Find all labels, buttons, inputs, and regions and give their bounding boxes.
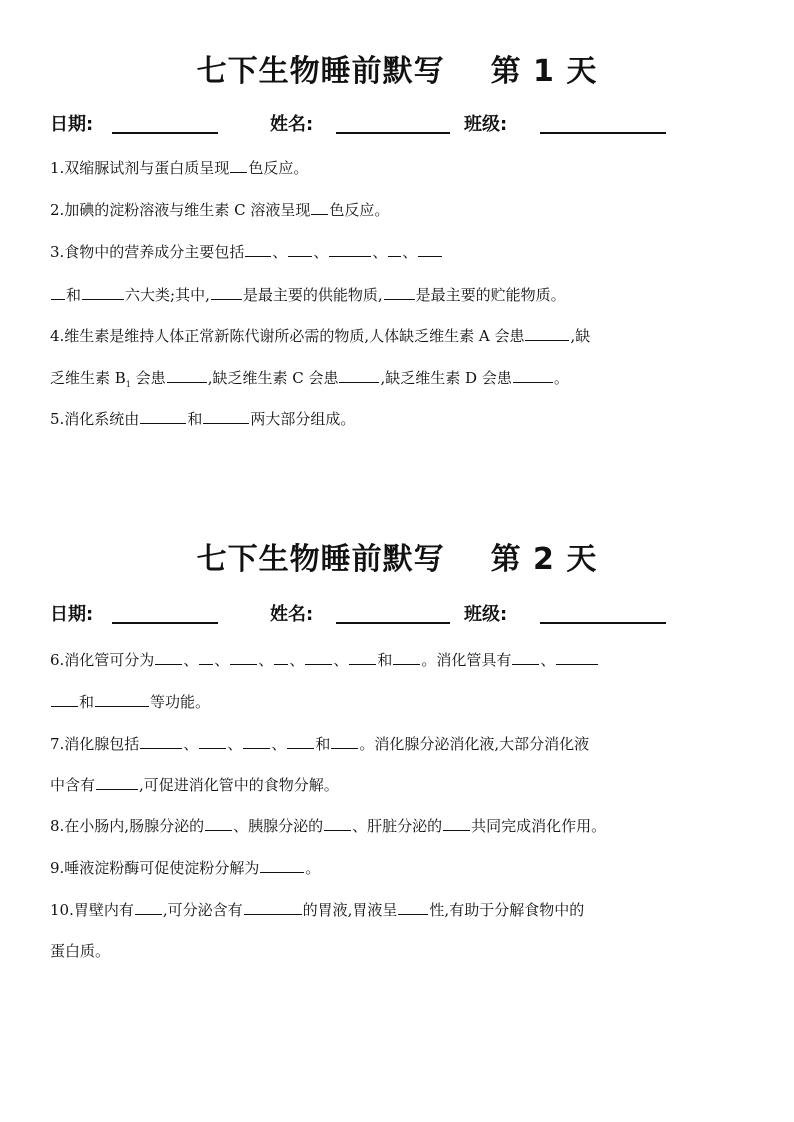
answer-blank[interactable]: [244, 900, 302, 915]
day1-name-field[interactable]: [336, 132, 450, 134]
day2-class-field[interactable]: [540, 622, 666, 624]
day2-question-6: 6.消化管可分为 、 、 、 、 、 和 。消化管具有 、: [50, 650, 599, 670]
day2-question-10: 10.胃壁内有 ,可分泌含有 的胃液,胃液呈 性,有助于分解食物中的: [50, 901, 585, 919]
day2-question-6-cont: 和 等功能。: [50, 692, 210, 712]
answer-blank[interactable]: [393, 650, 420, 665]
day2-class-label: 班级:: [464, 604, 508, 625]
day2-day-number: 第 2 天: [490, 542, 598, 577]
answer-blank[interactable]: [167, 368, 207, 383]
answer-blank[interactable]: [311, 200, 328, 215]
answer-blank[interactable]: [95, 692, 149, 707]
day1-question-4-cont: 乏维生素 $B_1$ 会患 ,缺乏维生素 C 会患 ,缺乏维生素 D 会患 。: [50, 369, 569, 389]
day1-question-3-cont: 和 六大类;其中, 是最主要的供能物质, 是最主要的贮能物质。: [50, 285, 566, 305]
day2-question-9: 9.唾液淀粉酶可促使淀粉分解为 。: [50, 859, 321, 877]
day1-title: 七下生物睡前默写 第 1 天: [196, 54, 598, 89]
answer-blank[interactable]: [556, 650, 598, 665]
day1-question-1: 1.双缩脲试剂与蛋白质呈现 色反应。: [50, 159, 309, 177]
answer-blank[interactable]: [443, 816, 470, 831]
answer-blank[interactable]: [331, 734, 358, 749]
day1-date-field[interactable]: [112, 132, 218, 134]
day2-question-7-cont: 中含有 ,可促进消化管中的食物分解。: [50, 776, 339, 794]
answer-blank[interactable]: [388, 242, 401, 257]
answer-blank[interactable]: [513, 368, 553, 383]
day1-question-4: 4.维生素是维持人体正常新陈代谢所必需的物质,人体缺乏维生素 A 会患 ,缺: [50, 327, 591, 345]
answer-blank[interactable]: [230, 158, 247, 173]
answer-blank[interactable]: [155, 650, 182, 665]
answer-blank[interactable]: [243, 734, 270, 749]
day1-class-field[interactable]: [540, 132, 666, 134]
answer-blank[interactable]: [339, 368, 379, 383]
day2-question-8: 8.在小肠内,肠腺分泌的 、胰腺分泌的 、肝脏分泌的 共同完成消化作用。: [50, 817, 607, 835]
answer-blank[interactable]: [305, 650, 332, 665]
day1-day-number: 第 1 天: [490, 54, 598, 89]
subscript: 1: [125, 380, 131, 389]
day1-date-label: 日期:: [50, 114, 94, 135]
answer-blank[interactable]: [260, 858, 304, 873]
answer-blank[interactable]: [512, 650, 539, 665]
day2-name-label: 姓名:: [270, 604, 314, 625]
day1-name-label: 姓名:: [270, 114, 314, 135]
answer-blank[interactable]: [135, 900, 162, 915]
day2-question-7: 7.消化腺包括 、 、 、 和 。消化腺分泌消化液,大部分消化液: [50, 735, 590, 753]
answer-blank[interactable]: [203, 409, 249, 424]
answer-blank[interactable]: [384, 285, 415, 300]
answer-blank[interactable]: [140, 409, 186, 424]
answer-blank[interactable]: [245, 242, 271, 257]
answer-blank[interactable]: [274, 650, 288, 665]
answer-blank[interactable]: [140, 734, 182, 749]
day1-question-2: 2.加碘的淀粉溶液与维生素 C 溶液呈现 色反应。: [50, 201, 390, 219]
answer-blank[interactable]: [287, 734, 314, 749]
answer-blank[interactable]: [82, 285, 124, 300]
day1-question-3: 3.食物中的营养成分主要包括 、 、 、 、: [50, 242, 443, 262]
day1-class-label: 班级:: [464, 114, 508, 135]
day1-question-5: 5.消化系统由 和 两大部分组成。: [50, 410, 356, 428]
day2-date-label: 日期:: [50, 604, 94, 625]
answer-blank[interactable]: [230, 650, 257, 665]
answer-blank[interactable]: [525, 326, 569, 341]
answer-blank[interactable]: [329, 242, 371, 257]
answer-blank[interactable]: [349, 650, 376, 665]
day2-date-field[interactable]: [112, 622, 218, 624]
day2-title: 七下生物睡前默写 第 2 天: [196, 542, 598, 577]
answer-blank[interactable]: [199, 650, 213, 665]
answer-blank[interactable]: [288, 242, 312, 257]
answer-blank[interactable]: [51, 285, 65, 300]
answer-blank[interactable]: [205, 816, 232, 831]
answer-blank[interactable]: [398, 900, 428, 915]
day2-question-10-cont: 蛋白质。: [50, 942, 111, 960]
answer-blank[interactable]: [96, 775, 138, 790]
answer-blank[interactable]: [51, 692, 78, 707]
answer-blank[interactable]: [324, 816, 351, 831]
answer-blank[interactable]: [211, 285, 242, 300]
answer-blank[interactable]: [199, 734, 226, 749]
answer-blank[interactable]: [418, 242, 442, 257]
day2-name-field[interactable]: [336, 622, 450, 624]
